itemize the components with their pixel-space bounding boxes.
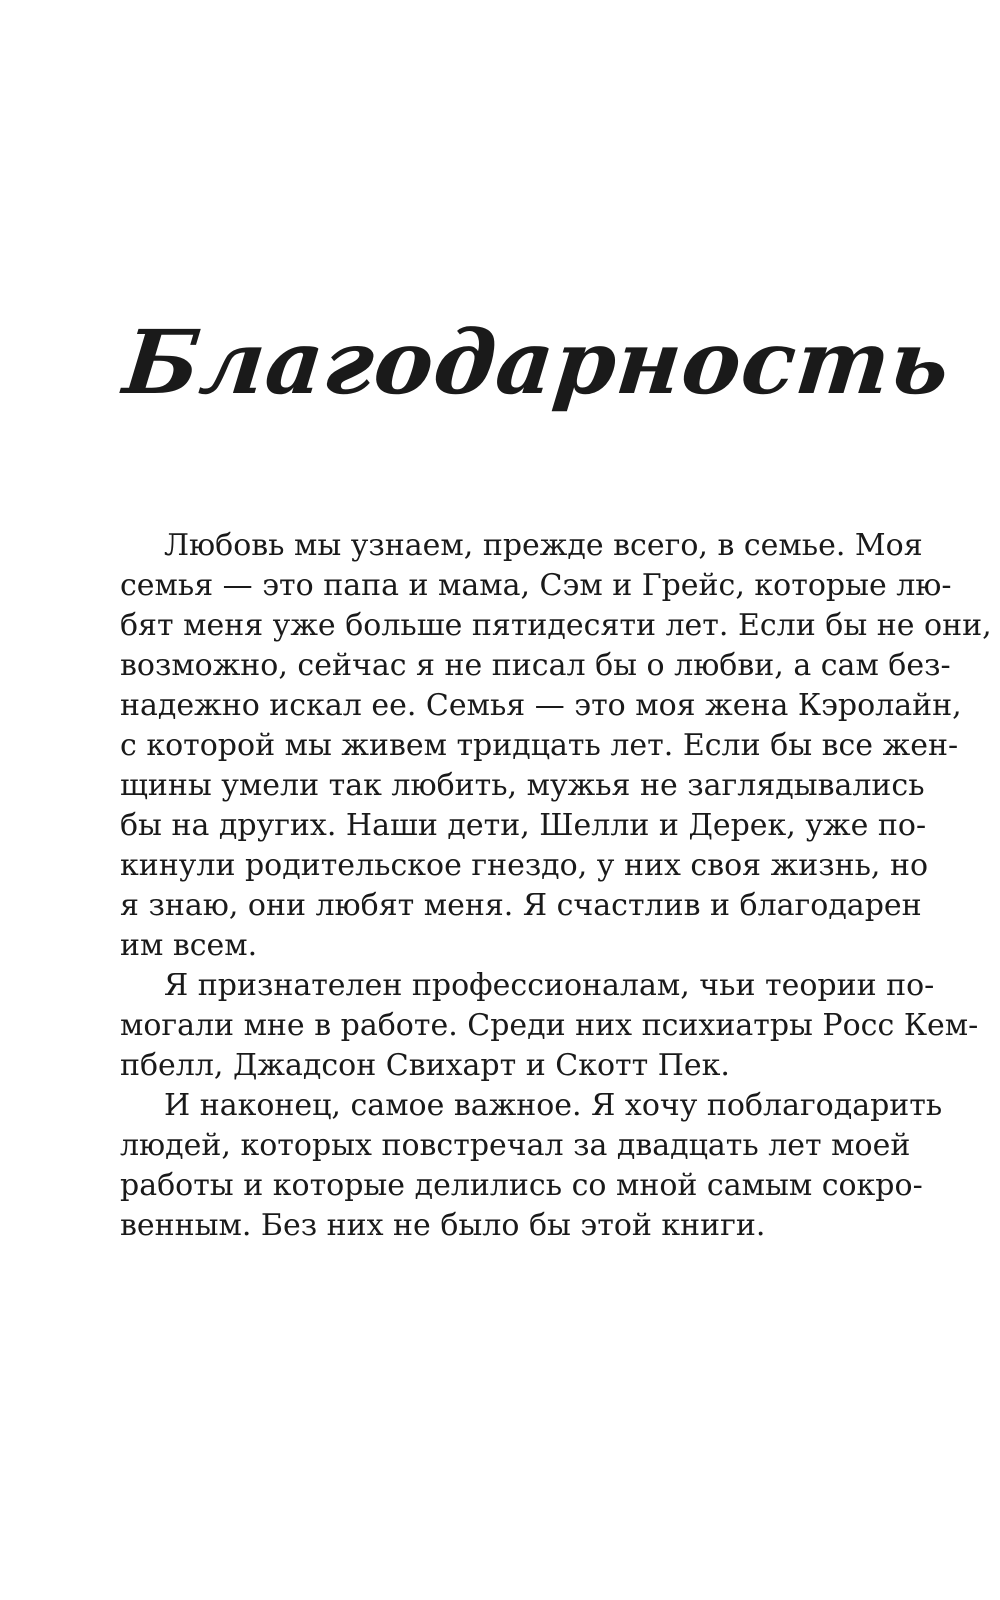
text-line: Любовь мы узнаем, прежде всего, в семье. Моя bbox=[164, 528, 923, 563]
text-line: возможно, сейчас я не писал бы о любви, а сам без- bbox=[120, 648, 951, 683]
text-line: людей, которых повстречал за двадцать лет моей bbox=[120, 1128, 911, 1163]
text-line: им всем. bbox=[120, 928, 258, 963]
text-line: семья — это папа и мама, Сэм и Грейс, которые лю- bbox=[120, 568, 952, 603]
text-line: бят меня уже больше пятидесяти лет. Если бы не они, bbox=[120, 608, 992, 643]
chapter-title: Благодарность bbox=[119, 310, 956, 414]
text-line: пбелл, Джадсон Свихарт и Скотт Пек. bbox=[120, 1048, 730, 1083]
paragraph-people bbox=[120, 1086, 943, 1246]
text-line: щины умели так любить, мужья не заглядывались bbox=[120, 768, 925, 803]
chapter-body bbox=[120, 526, 992, 1246]
text-line: кинули родительское гнездо, у них своя жизнь, но bbox=[120, 848, 929, 883]
text-line: с которой мы живем тридцать лет. Если бы все жен- bbox=[120, 728, 959, 763]
text-line: надежно искал ее. Семья — это моя жена Кэролайн, bbox=[120, 688, 962, 723]
text-line: могали мне в работе. Среди них психиатры Росс Кем- bbox=[120, 1008, 979, 1043]
paragraph-professionals bbox=[120, 966, 979, 1086]
text-line: И наконец, самое важное. Я хочу поблагодарить bbox=[164, 1088, 943, 1123]
text-line: работы и которые делились со мной самым сокро- bbox=[120, 1168, 923, 1203]
text-line: я знаю, они любят меня. Я счастлив и благодарен bbox=[120, 888, 922, 923]
text-line: венным. Без них не было бы этой книги. bbox=[120, 1208, 766, 1243]
text-line: бы на других. Наши дети, Шелли и Дерек, уже по- bbox=[120, 808, 927, 843]
paragraph-family bbox=[120, 526, 992, 966]
text-line: Я признателен профессионалам, чьи теории по- bbox=[164, 968, 935, 1003]
